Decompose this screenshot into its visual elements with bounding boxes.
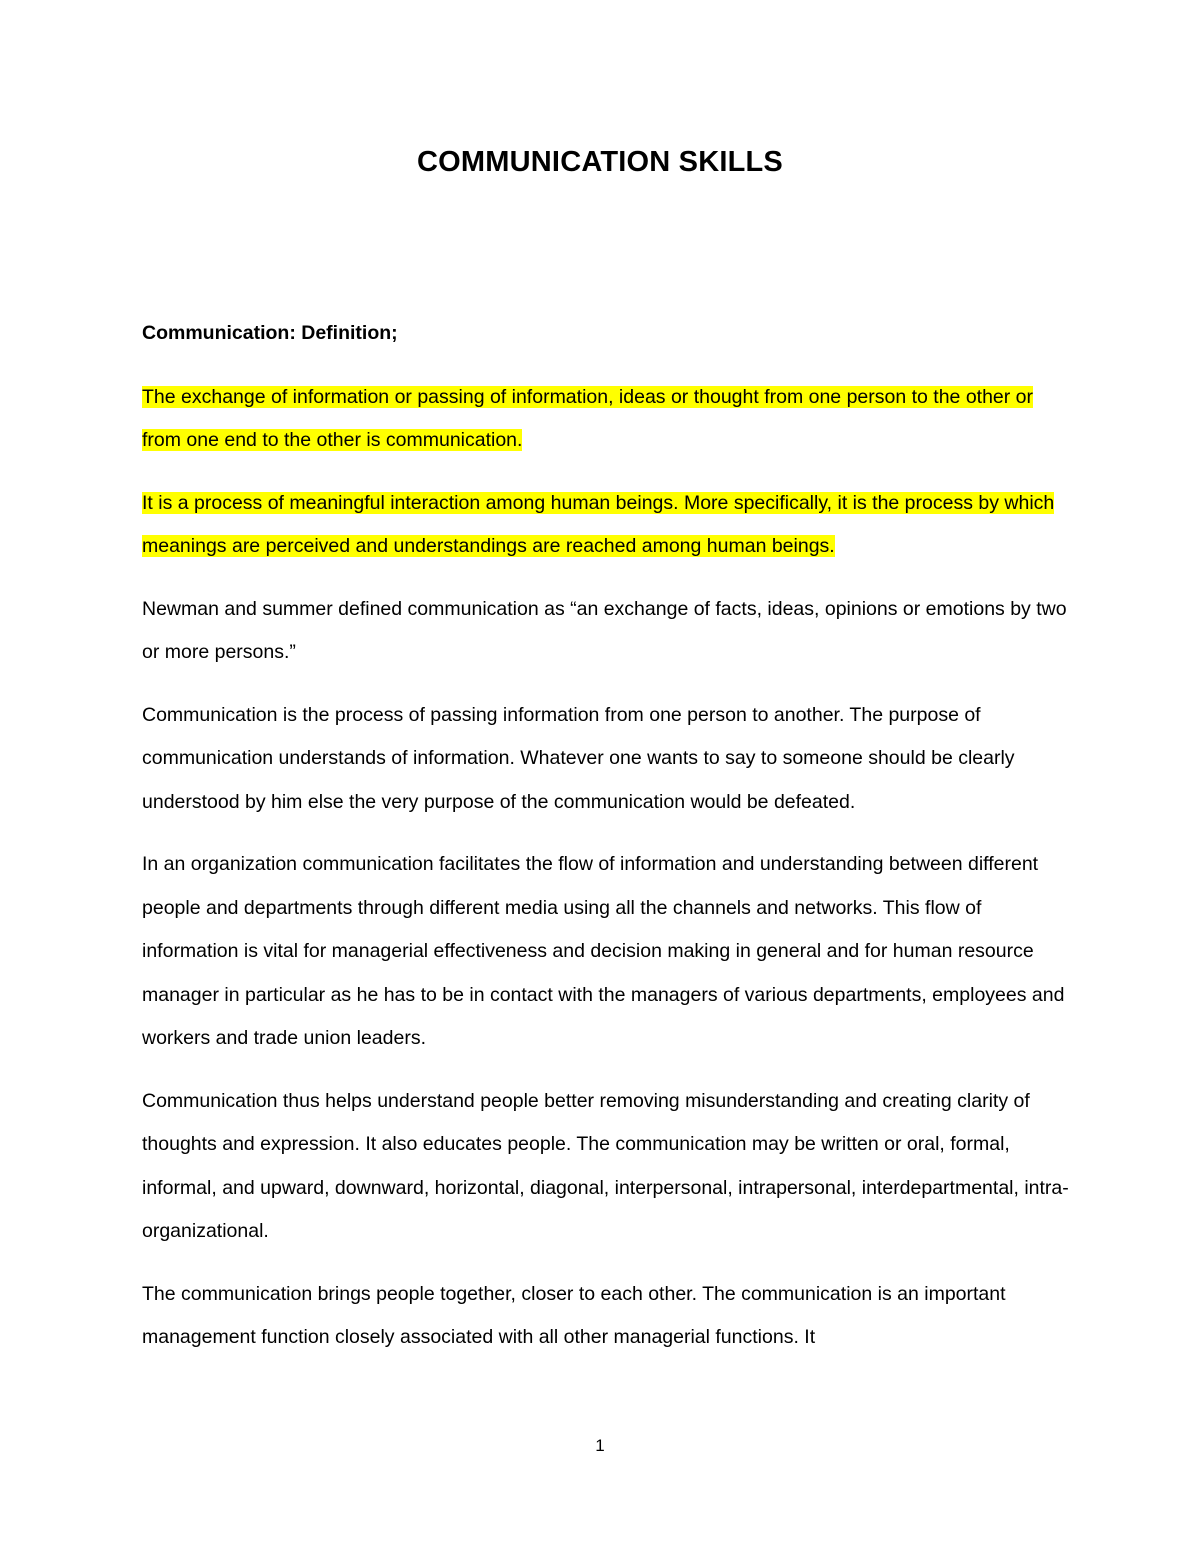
paragraph-process (142, 482, 1072, 569)
paragraph-management-function: The communication brings people together, closer to each other. The communication is an important management function closely associated with all other managerial functions. It (142, 1282, 1006, 1348)
document-body (142, 312, 1072, 1379)
page-title: COMMUNICATION SKILLS (417, 146, 783, 178)
highlighted-text: The exchange of information or passing of information, ideas or thought from one person to the other or from one end to the other is communication. (142, 385, 1034, 451)
paragraph-understanding: Communication thus helps understand people better removing misunderstanding and creating clarity of thoughts and expression. It also educates people. The communication may be written or oral, formal, informal, and upward, downward, horizontal, diagonal, interpersonal, intrapersonal, interdepartmental, intra-organizational. (142, 1089, 1069, 1242)
section-heading: Communication: Definition; (142, 322, 398, 344)
page-number: 1 (595, 1436, 605, 1455)
highlighted-text: It is a process of meaningful interaction among human beings. More specifically, it is the process by which meanings are perceived and understandings are reached among human beings. (142, 491, 1055, 557)
paragraph-organization: In an organization communication facilitates the flow of information and understanding between different people and departments through different media using all the channels and networks. This flow of information is vital for managerial effectiveness and decision making in general and for human resource manager in particular as he has to be in contact with the managers of various departments, employees and workers and trade union leaders. (142, 853, 1065, 1049)
paragraph-purpose: Communication is the process of passing information from one person to another. The purpose of communication understands of information. Whatever one wants to say to someone should be clearly understood by him else the very purpose of the communication would be defeated. (142, 703, 1015, 813)
paragraph-newman-summer: Newman and summer defined communication as “an exchange of facts, ideas, opinions or emotions by two or more persons.” (142, 597, 1067, 663)
paragraph-definition (142, 376, 1072, 463)
